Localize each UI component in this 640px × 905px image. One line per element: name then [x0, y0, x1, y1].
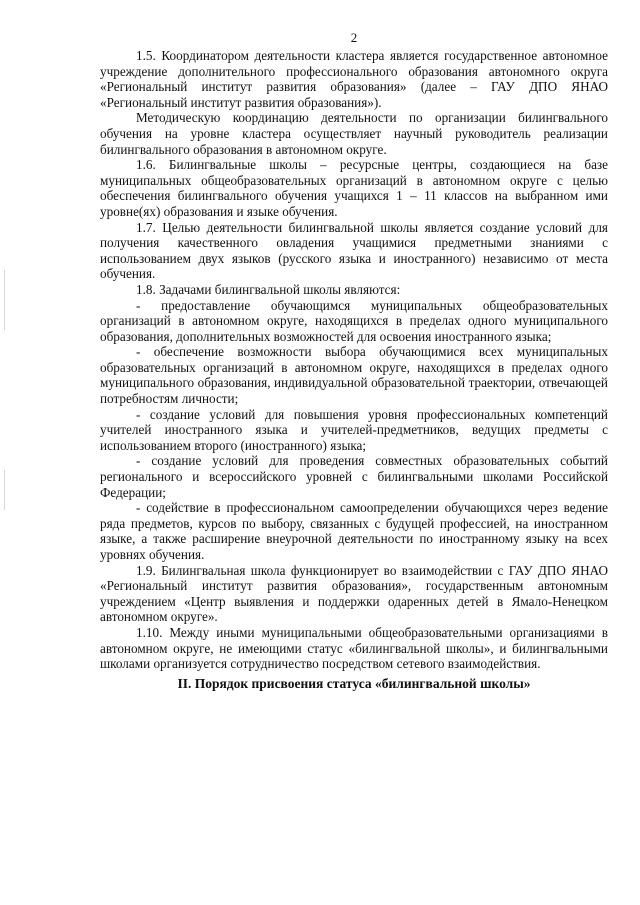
task-item-5: - содействие в профессиональном самоопределении обучающихся через ведение ряда предметов, курсов по выбору, связанных с будущей профессией, на иностранном языке, а также расширение внеурочной деятельности по иностранному языку на всех уровнях обучения. — [100, 500, 608, 562]
task-item-4: - создание условий для проведения совместных образовательных событий регионального и всероссийского уровней с билингвальными школами Российской Федерации; — [100, 453, 608, 500]
scan-artifact — [4, 470, 5, 510]
paragraph-methodical-coordination: Методическую координацию деятельности по организации билингвального обучения на уровне кластера осуществляет научный руководитель реализации билингвального образования в автономном округе. — [100, 110, 608, 157]
paragraph-1-9: 1.9. Билингвальная школа функционирует во взаимодействии с ГАУ ДПО ЯНАО «Региональный институт развития образования», государственным автономным учреждением «Центр выявления и поддержки одаренных детей в Ямало-Ненецком автономном округе». — [100, 562, 608, 625]
scan-artifact — [4, 270, 5, 330]
paragraph-1-5: 1.5. Координатором деятельности кластера является государственное автономное учреждение дополнительного профессионального образования автономного округа «Региональный институт развития образования» (далее – ГАУ ДПО ЯНАО «Региональный институт развития образования»). — [100, 48, 608, 110]
paragraph-1-6: 1.6. Билингвальные школы – ресурсные центры, создающиеся на базе муниципальных общеобразовательных организаций в автономном округе с целью обеспечения билингвального обучения учащихся 1 – 11 классов на выбранном ими уровне(ях) образования и языке обучения. — [100, 157, 608, 219]
paragraph-1-7: 1.7. Целью деятельности билингвальной школы является создание условий для получения качественного овладения учащимися предметными знаниями с использованием двух языков (русского языка и иностранного) независимо от места обучения. — [100, 219, 608, 282]
paragraph-1-10: 1.10. Между иными муниципальными общеобразовательными организациями в автономном округе, не имеющими статус «билингвальной школы», и билингвальными школами организуется сотрудничество посредством сетевого взаимодействия. — [100, 624, 608, 672]
paragraph-1-8: 1.8. Задачами билингвальной школы являются: — [136, 281, 401, 297]
task-item-3: - создание условий для повышения уровня профессиональных компетенций учителей иностранного языка и учителей-предметников, ведущих предметы с использованием второго (иностранного) языка; — [100, 406, 608, 453]
task-item-1: - предоставление обучающимся муниципальных общеобразовательных организаций в автономном округе, находящихся в пределах одного муниципального образования, дополнительных возможностей для освоения иностранного языка; — [100, 297, 608, 344]
section-heading: II. Порядок присвоения статуса «билингвальной школы» — [177, 676, 531, 691]
task-item-2: - обеспечение возможности выбора обучающимися всех муниципальных образовательных организаций в автономном округе, находящихся в пределах одного муниципального образования, индивидуальной образовательной траектории, отвечающей потребностям личности; — [100, 344, 608, 407]
page-number: 2 — [350, 30, 358, 45]
document-body — [100, 30, 608, 672]
